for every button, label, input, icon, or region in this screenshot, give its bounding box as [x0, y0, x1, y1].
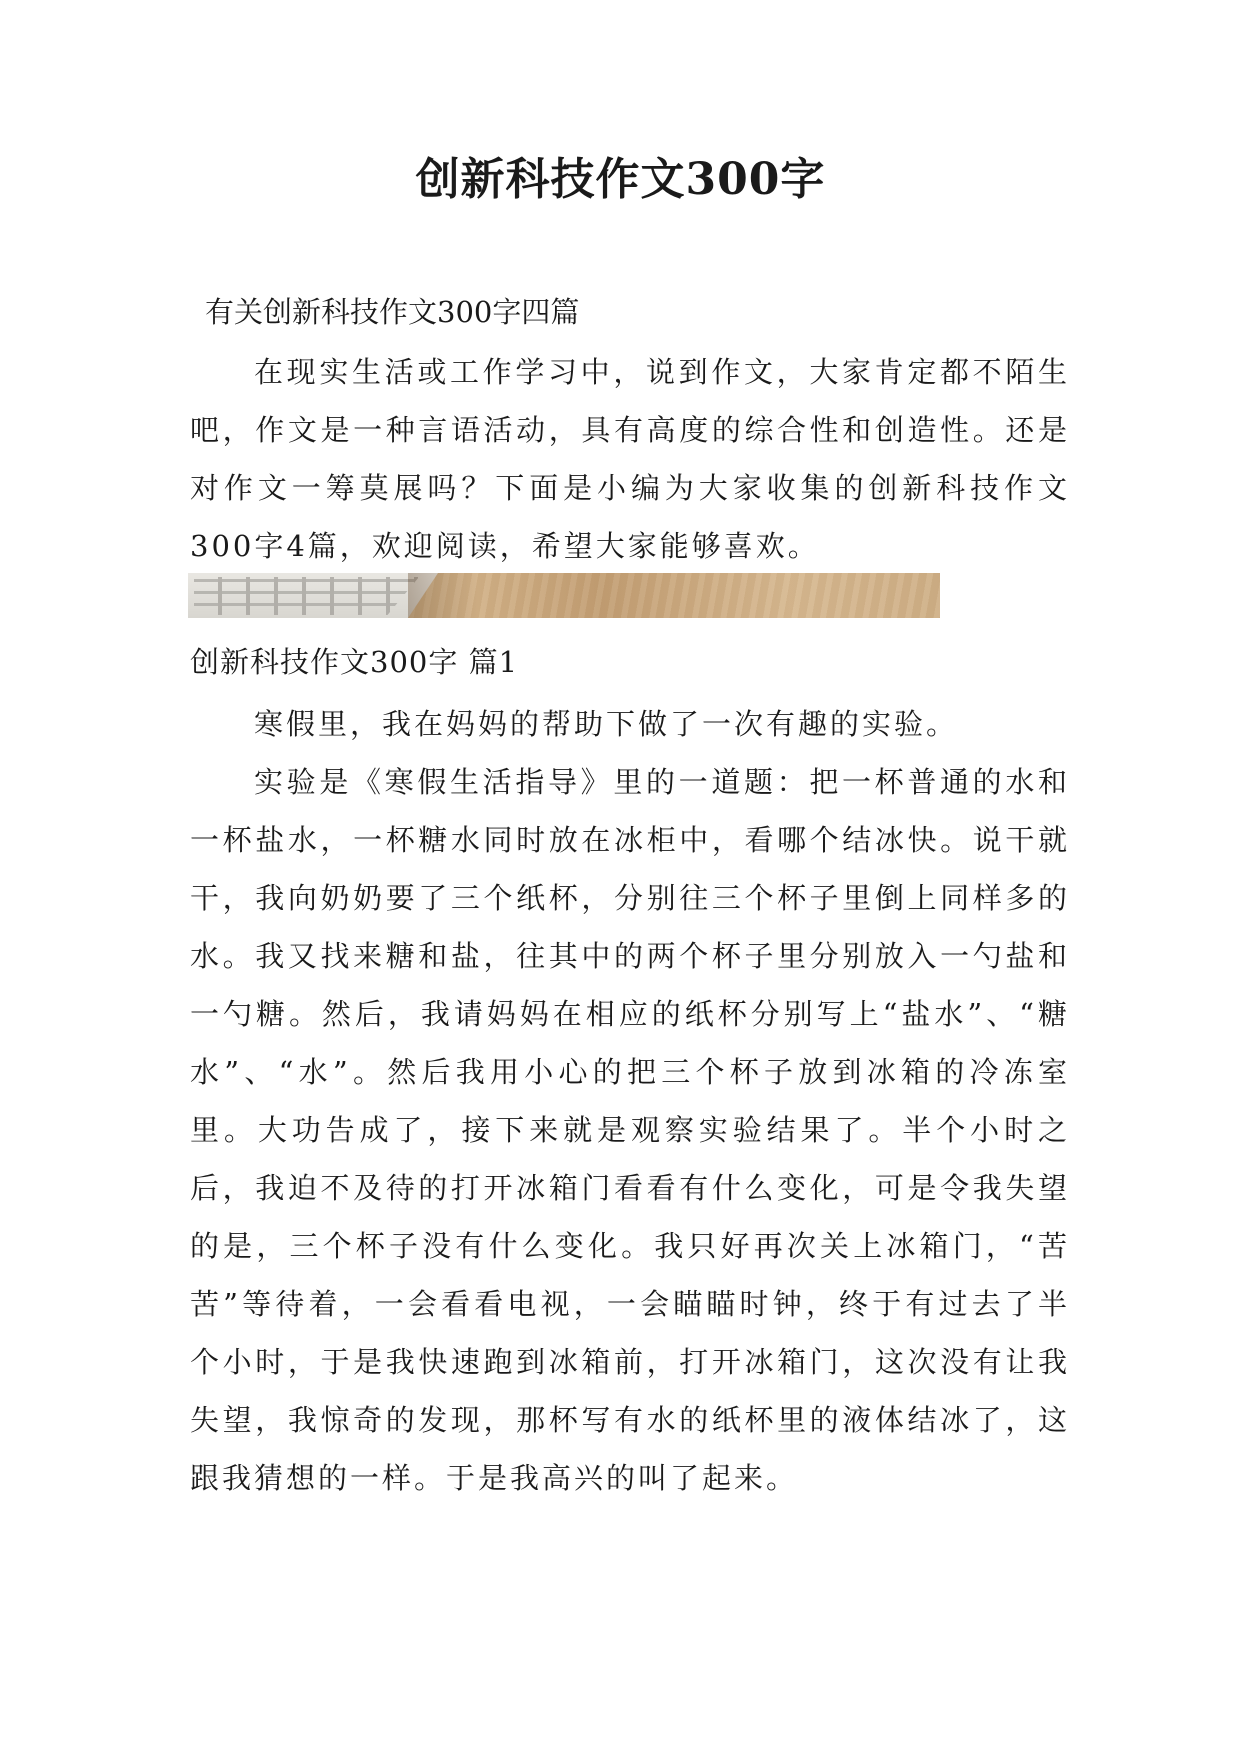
keyboard-shadow	[408, 573, 478, 618]
keyboard-keys	[194, 577, 419, 615]
intro-paragraph: 在现实生活或工作学习中，说到作文，大家肯定都不陌生吧，作文是一种言语活动，具有高度的综合性和创造性。还是对作文一筹莫展吗？下面是小编为大家收集的创新科技作文300字4篇，欢迎阅读，希望大家能够喜欢。	[190, 355, 1070, 563]
section-paragraph: 实验是《寒假生活指导》里的一道题：把一杯普通的水和一杯盐水，一杯糖水同时放在冰柜中，看哪个结冰快。说干就干，我向奶奶要了三个纸杯，分别往三个杯子里倒上同样多的水。我又找来糖和盐，往其中的两个杯子里分别放入一勺盐和一勺糖。然后，我请妈妈在相应的纸杯分别写上“盐水”、“糖水”、“水”。然后我用小心的把三个杯子放到冰箱的冷冻室里。大功告成了，接下来就是观察实验结果了。半个小时之后，我迫不及待的打开冰箱门看看有什么变化，可是令我失望的是，三个杯子没有什么变化。我只好再次关上冰箱门，“苦苦”等待着，一会看看电视，一会瞄瞄时钟，终于有过去了半个小时，于是我快速跑到冰箱前，打开冰箱门，这次没有让我失望，我惊奇的发现，那杯写有水的纸杯里的液体结冰了，这跟我猜想的一样。于是我高兴的叫了起来。	[190, 765, 1070, 1495]
document-subtitle: 有关创新科技作文300字四篇	[205, 295, 580, 329]
section-paragraph: 寒假里，我在妈妈的帮助下做了一次有趣的实验。	[254, 707, 959, 741]
keyboard-photo	[188, 573, 940, 618]
section-heading: 创新科技作文300字 篇1	[190, 645, 519, 679]
document-title: 创新科技作文300字	[415, 154, 826, 205]
